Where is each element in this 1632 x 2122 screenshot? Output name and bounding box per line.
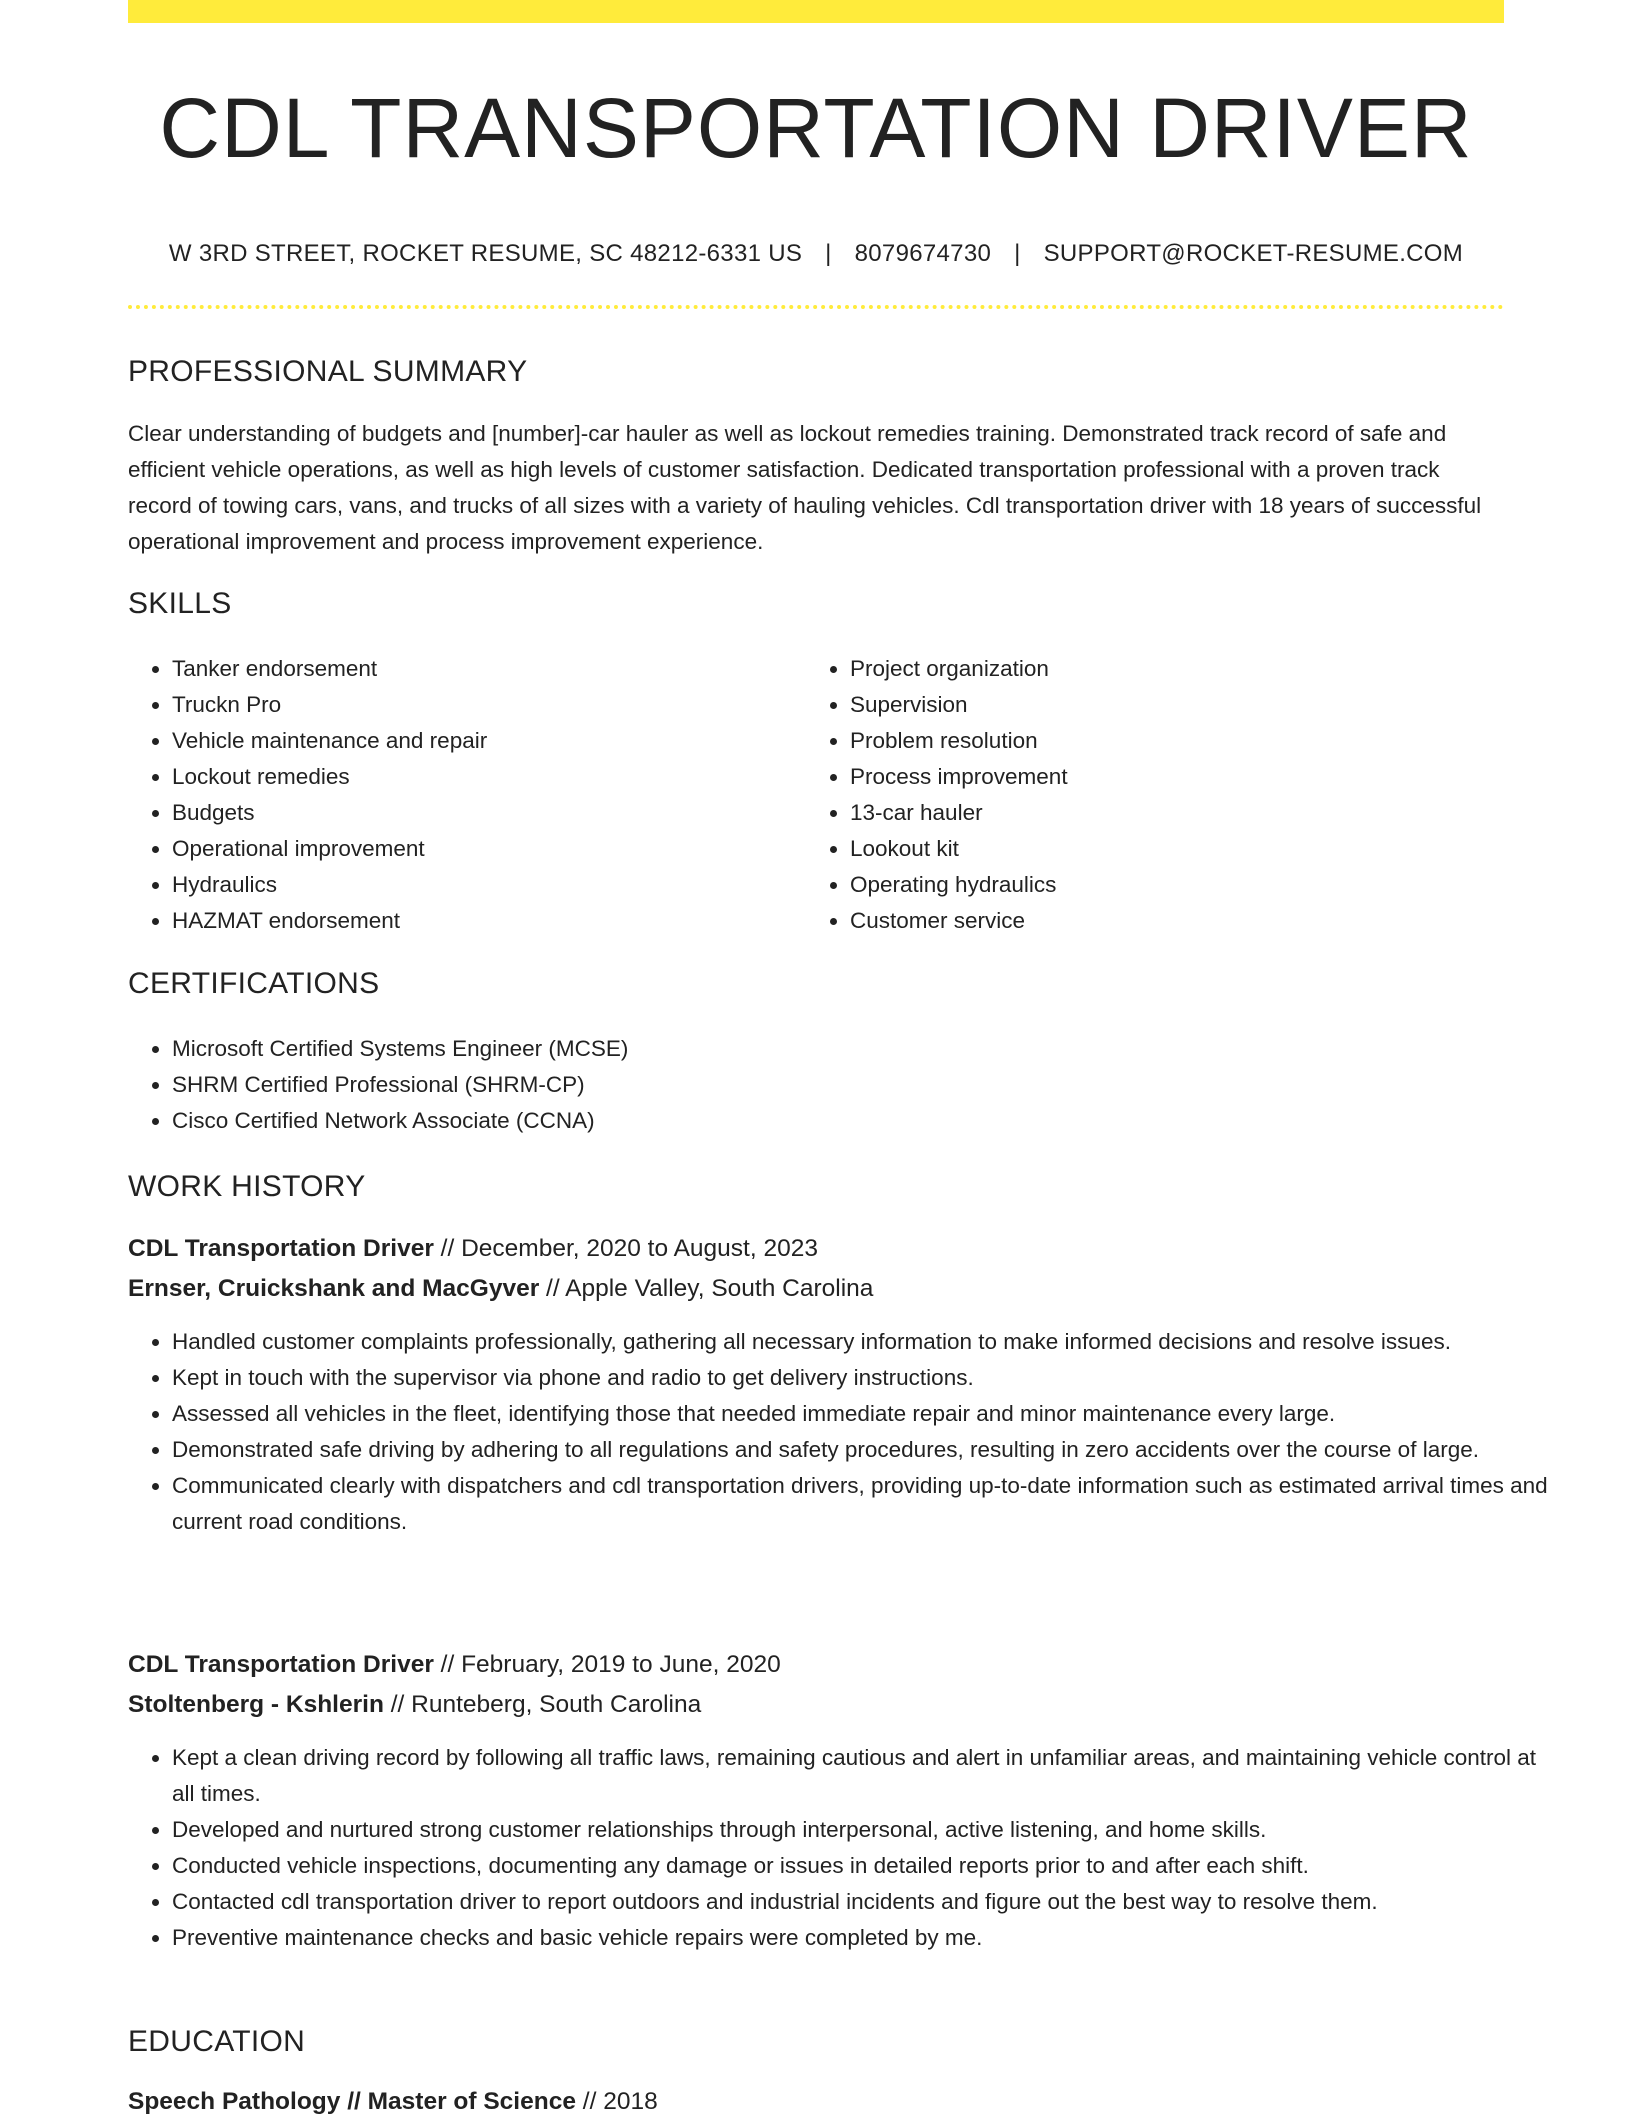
education-separator: // (575, 2088, 604, 2115)
skill-item: • Budgets (172, 795, 812, 831)
job-title-line (128, 1645, 781, 1685)
skill-item: • Lookout kit (850, 831, 1490, 867)
job-bullet: • Demonstrated safe driving by adhering to all regulations and safety procedures, resulting in zero accidents over the course of large. (172, 1432, 1548, 1468)
skill-item: • 13-car hauler (850, 795, 1490, 831)
job-bullet: • Assessed all vehicles in the fleet, identifying those that needed immediate repair and minor maintenance every large. (172, 1396, 1548, 1432)
skill-item: • Problem resolution (850, 723, 1490, 759)
job-bullet: • Contacted cdl transportation driver to report outdoors and industrial incidents and figure out the best way to resolve them. (172, 1884, 1548, 1920)
education-heading: EDUCATION (128, 2025, 306, 2058)
job-dates: February, 2019 to June, 2020 (461, 1651, 781, 1678)
education-year: 2018 (603, 2088, 658, 2115)
skills-heading: SKILLS (128, 587, 232, 620)
dotted-divider (128, 305, 1504, 309)
contact-address: W 3RD STREET, ROCKET RESUME, SC 48212-6331 US (168, 240, 803, 267)
job-separator: // (383, 1691, 412, 1718)
skills-list-right (806, 651, 1490, 939)
contact-email: SUPPORT@ROCKET-RESUME.COM (1043, 240, 1464, 267)
candidate-name: CDL TRANSPORTATION DRIVER (159, 81, 1473, 175)
education-degree: Master of Science (367, 2088, 576, 2115)
skill-item: • Process improvement (850, 759, 1490, 795)
job-company-line (128, 1269, 873, 1309)
job-company-line (128, 1685, 701, 1725)
top-accent-bar (128, 0, 1504, 23)
job-dates: December, 2020 to August, 2023 (461, 1235, 818, 1262)
job-bullet: • Developed and nurtured strong customer relationships through interpersonal, active listening, and home skills. (172, 1812, 1548, 1848)
skill-item: • Operating hydraulics (850, 867, 1490, 903)
contact-line (128, 236, 1504, 272)
education-line (128, 2082, 658, 2122)
job-bullet-list (128, 1324, 1548, 1540)
contact-separator: | (825, 240, 832, 267)
job-separator: // (539, 1275, 566, 1302)
skill-item: • Customer service (850, 903, 1490, 939)
education-field: Speech Pathology (128, 2088, 341, 2115)
job-role: CDL Transportation Driver (128, 1235, 434, 1262)
job-location: Runteberg, South Carolina (411, 1691, 702, 1718)
job-title-line (128, 1229, 818, 1269)
skill-item: • HAZMAT endorsement (172, 903, 812, 939)
skill-item: • Hydraulics (172, 867, 812, 903)
job-location: Apple Valley, South Carolina (565, 1275, 874, 1302)
skill-item: • Supervision (850, 687, 1490, 723)
summary-heading: PROFESSIONAL SUMMARY (128, 355, 528, 388)
skill-item: • Vehicle maintenance and repair (172, 723, 812, 759)
summary-text: Clear understanding of budgets and [number]-car hauler as well as lockout remedies training. Demonstrated track record of safe and efficient vehicle operations, as well as high levels of customer satisfaction. Dedicated transportation professional with a proven track record of towing cars, vans, and trucks of all sizes with a variety of hauling vehicles. Cdl transportation driver with 18 years of successful operational improvement and process improvement experience. (128, 421, 1482, 554)
work-history-heading: WORK HISTORY (128, 1170, 366, 1203)
certifications-heading: CERTIFICATIONS (128, 967, 380, 1000)
skill-item: • Lockout remedies (172, 759, 812, 795)
job-bullet-list (128, 1740, 1548, 1956)
skill-item: • Project organization (850, 651, 1490, 687)
skill-item: • Operational improvement (172, 831, 812, 867)
job-separator: // (433, 1651, 462, 1678)
job-bullet: • Preventive maintenance checks and basic vehicle repairs were completed by me. (172, 1920, 1548, 1956)
job-company: Stoltenberg - Kshlerin (128, 1691, 384, 1718)
job-company: Ernser, Cruickshank and MacGyver (128, 1275, 540, 1302)
job-bullet: • Handled customer complaints professionally, gathering all necessary information to make informed decisions and resolve issues. (172, 1324, 1548, 1360)
contact-separator: | (1014, 240, 1021, 267)
skills-list-left (128, 651, 812, 939)
job-bullet: • Communicated clearly with dispatchers and cdl transportation drivers, providing up-to-date information such as estimated arrival times and current road conditions. (172, 1468, 1548, 1540)
job-bullet: • Kept in touch with the supervisor via phone and radio to get delivery instructions. (172, 1360, 1548, 1396)
contact-phone: 8079674730 (854, 240, 992, 267)
job-separator: // (433, 1235, 462, 1262)
certification-item: • SHRM Certified Professional (SHRM-CP) (172, 1067, 1548, 1103)
certifications-list (128, 1031, 1548, 1139)
job-bullet: • Kept a clean driving record by following all traffic laws, remaining cautious and alert in unfamiliar areas, and maintaining vehicle control at all times. (172, 1740, 1548, 1812)
job-bullet: • Conducted vehicle inspections, documenting any damage or issues in detailed reports prior to and after each shift. (172, 1848, 1548, 1884)
job-role: CDL Transportation Driver (128, 1651, 434, 1678)
skill-item: • Truckn Pro (172, 687, 812, 723)
certification-item: • Cisco Certified Network Associate (CCNA) (172, 1103, 1548, 1139)
skill-item: • Tanker endorsement (172, 651, 812, 687)
education-separator: // (340, 2088, 368, 2115)
certification-item: • Microsoft Certified Systems Engineer (MCSE) (172, 1031, 1548, 1067)
